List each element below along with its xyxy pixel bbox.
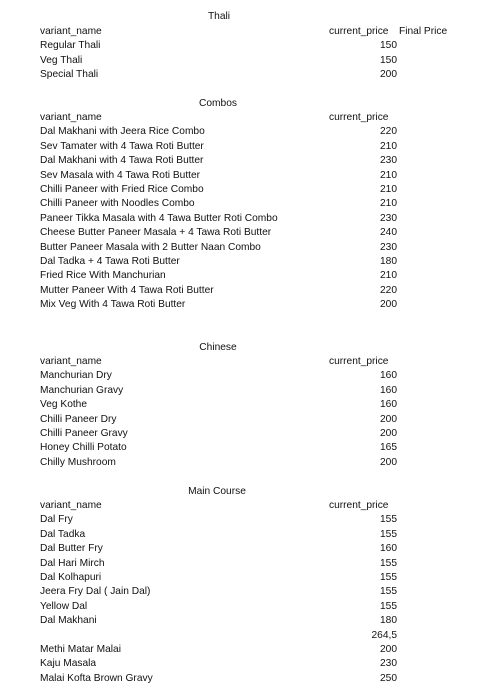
menu-item-name: Fried Rice With Manchurian xyxy=(40,270,166,282)
section-title xyxy=(0,341,483,355)
menu-item-name: Dal Hari Mirch xyxy=(40,557,105,569)
column-header-final-price: Final Price xyxy=(399,26,448,37)
menu-item-row xyxy=(0,542,483,556)
menu-item-price: 150 xyxy=(380,40,397,52)
menu-item-row xyxy=(0,169,483,183)
menu-item-name: Dal Butter Fry xyxy=(40,543,103,555)
menu-item-row xyxy=(0,398,483,412)
column-header-row xyxy=(0,499,483,513)
column-header-row xyxy=(0,111,483,125)
menu-item-price: 230 xyxy=(380,658,397,670)
menu-item-row xyxy=(0,284,483,298)
menu-item-row xyxy=(0,413,483,427)
menu-item-name: Butter Paneer Masala with 2 Butter Naan Combo xyxy=(40,241,261,253)
menu-item-row xyxy=(0,600,483,614)
menu-item-name: Veg Kothe xyxy=(40,399,88,411)
menu-item-name: Chilli Paneer Dry xyxy=(40,413,117,425)
menu-item-name: Methi Matar Malai xyxy=(40,644,121,655)
menu-item-row xyxy=(0,183,483,197)
menu-item-row xyxy=(0,456,483,470)
menu-item-name: Mix Veg With 4 Tawa Roti Butter xyxy=(40,299,186,311)
menu-item-price: 160 xyxy=(380,370,397,382)
menu-item-price: 155 xyxy=(380,528,397,540)
column-header-current-price: current_price xyxy=(329,356,389,367)
menu-item-price: 160 xyxy=(380,399,397,411)
menu-item-row xyxy=(0,54,483,68)
menu-item-price: 200 xyxy=(380,644,397,655)
menu-item-price: 230 xyxy=(380,212,397,224)
menu-item-price: 240 xyxy=(380,227,397,239)
menu-item-name: Cheese Butter Paneer Masala + 4 Tawa Roti Butter xyxy=(40,227,272,239)
menu-item-row xyxy=(0,557,483,571)
menu-item-row xyxy=(0,39,483,53)
menu-item-name: Dal Tadka xyxy=(40,528,86,540)
column-header-current-price: current_price xyxy=(329,26,389,37)
menu-item-name: Paneer Tikka Masala with 4 Tawa Butter Roti Combo xyxy=(40,212,278,224)
menu-item-price: 230 xyxy=(380,241,397,253)
section-title-text: Thali xyxy=(207,11,231,22)
menu-item-price: 210 xyxy=(380,198,397,210)
menu-item-price: 210 xyxy=(380,270,397,282)
menu-item-price: 200 xyxy=(380,69,397,81)
column-header-current-price: current_price xyxy=(329,112,389,123)
menu-item-row xyxy=(0,125,483,139)
menu-item-row xyxy=(0,571,483,585)
menu-item-price: 155 xyxy=(380,514,397,526)
menu-item-price: 210 xyxy=(380,169,397,181)
column-header-row xyxy=(0,355,483,369)
menu-item-row xyxy=(0,614,483,628)
menu-item-name: Chilly Mushroom xyxy=(40,456,116,468)
menu-item-row xyxy=(0,369,483,383)
menu-item-name: Mutter Paneer With 4 Tawa Roti Butter xyxy=(40,284,214,296)
menu-item-name: Dal Makhani with 4 Tawa Roti Butter xyxy=(40,155,204,167)
menu-item-price: 200 xyxy=(380,428,397,439)
menu-item-price: 155 xyxy=(380,572,397,583)
menu-item-price: 165 xyxy=(380,442,397,454)
menu-item-name: Dal Kolhapuri xyxy=(40,572,102,583)
menu-item-row xyxy=(0,154,483,168)
menu-item-row xyxy=(0,629,483,643)
menu-item-price: 220 xyxy=(380,284,397,296)
menu-item-name: Malai Kofta Brown Gravy xyxy=(40,672,153,684)
menu-item-row xyxy=(0,427,483,441)
menu-item-row xyxy=(0,528,483,542)
menu-item-row xyxy=(0,68,483,82)
menu-item-price: 155 xyxy=(380,557,397,569)
column-header-variant-name: variant_name xyxy=(40,26,102,37)
menu-item-price: 180 xyxy=(380,615,397,627)
column-header-variant-name: variant_name xyxy=(40,112,102,123)
menu-item-price: 155 xyxy=(380,586,397,598)
menu-item-name: Chilli Paneer Gravy xyxy=(40,428,128,439)
menu-item-row xyxy=(0,226,483,240)
menu-item-name: Manchurian Dry xyxy=(40,370,112,382)
menu-item-name: Yellow Dal xyxy=(40,600,88,612)
menu-item-name: Chilli Paneer with Fried Rice Combo xyxy=(40,184,204,195)
menu-item-price: 160 xyxy=(380,543,397,555)
menu-item-row xyxy=(0,241,483,255)
menu-item-row xyxy=(0,384,483,398)
section-title-text: Main Course xyxy=(188,486,246,497)
menu-item-price: 180 xyxy=(380,256,397,267)
menu-item-price: 160 xyxy=(380,384,397,396)
menu-item-name: Sev Masala with 4 Tawa Roti Butter xyxy=(40,169,201,181)
menu-item-row xyxy=(0,585,483,599)
menu-item-row xyxy=(0,255,483,269)
menu-item-price: 230 xyxy=(380,155,397,167)
menu-item-price: 200 xyxy=(380,456,397,468)
section-title-text: Chinese xyxy=(199,342,237,353)
menu-item-price: 220 xyxy=(380,126,397,138)
menu-item-row xyxy=(0,643,483,657)
menu-item-name: Kaju Masala xyxy=(40,658,97,670)
section-title xyxy=(0,10,483,24)
menu-item-name: Regular Thali xyxy=(40,40,101,52)
menu-item-row xyxy=(0,657,483,671)
menu-item-name: Dal Makhani with Jeera Rice Combo xyxy=(40,126,205,138)
menu-item-name: Veg Thali xyxy=(40,54,83,66)
column-header-current-price: current_price xyxy=(329,500,389,511)
menu-item-row xyxy=(0,140,483,154)
menu-item-row xyxy=(0,672,483,686)
menu-item-name: Dal Fry xyxy=(40,514,73,526)
menu-item-row xyxy=(0,513,483,527)
column-header-variant-name: variant_name xyxy=(40,500,102,511)
menu-item-row xyxy=(0,212,483,226)
menu-item-price: 200 xyxy=(380,413,397,425)
menu-item-price: 250 xyxy=(380,672,397,684)
menu-item-row xyxy=(0,269,483,283)
menu-item-name: Jeera Fry Dal ( Jain Dal) xyxy=(40,586,151,598)
menu-item-name: Dal Tadka + 4 Tawa Roti Butter xyxy=(40,256,180,267)
menu-item-price: 210 xyxy=(380,140,397,152)
menu-item-price: 264,5 xyxy=(371,629,397,641)
column-header-variant-name: variant_name xyxy=(40,356,102,367)
column-header-row xyxy=(0,25,483,39)
menu-item-row xyxy=(0,441,483,455)
section-title xyxy=(0,485,483,499)
menu-item-price: 210 xyxy=(380,184,397,195)
menu-item-price: 150 xyxy=(380,54,397,66)
menu-item-name: Chilli Paneer with Noodles Combo xyxy=(40,198,195,210)
section-title xyxy=(0,97,483,111)
menu-item-name: Honey Chilli Potato xyxy=(40,442,127,454)
menu-item-name: Sev Tamater with 4 Tawa Roti Butter xyxy=(40,140,204,152)
menu-item-name: Dal Makhani xyxy=(40,615,97,627)
menu-item-name: Manchurian Gravy xyxy=(40,384,124,396)
section-title-text: Combos xyxy=(199,98,237,109)
menu-item-row xyxy=(0,298,483,312)
menu-item-row xyxy=(0,197,483,211)
menu-item-price: 200 xyxy=(380,299,397,311)
menu-item-price: 155 xyxy=(380,600,397,612)
menu-item-name: Special Thali xyxy=(40,69,99,81)
